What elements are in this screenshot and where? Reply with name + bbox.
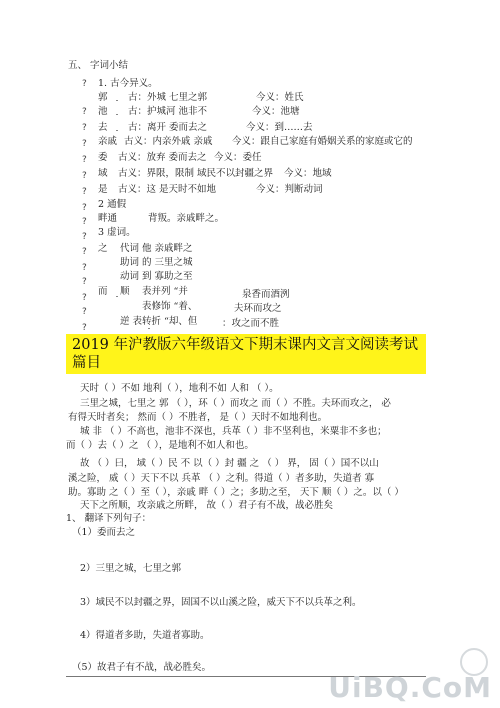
row-modern: 今义：判断动词 [256,184,323,195]
row-modern: 今义：地域 [284,168,332,179]
row-ancient: 古：外城 七里之郭 [128,92,208,103]
xuci-zhi-line: 助词 的 三里之城 [120,257,193,268]
translate-item: 3）域民不以封疆之界，固国不以山溪之险，威天下不以兵革之利。 [80,597,362,608]
exam-title-line1: 2019 年沪教版六年级语文下期末课内文言文阅读考试 [72,337,419,353]
tongjia-meaning: 背叛。亲戚畔之。 [148,213,225,224]
row-char: 亲戚 [98,136,118,147]
xuci-er-prefix: 顺 [120,286,130,297]
translate-item: （1）委而去之 [72,527,136,538]
xuci-er-char: 而 [98,286,108,297]
translate-heading: 1、 翻译下列句子： [66,513,152,524]
row-modern: 今义：姓氏 [256,92,304,103]
row-char: 池 [98,106,108,117]
bullet: ? [82,79,87,89]
row-char: 郭 [98,92,108,103]
row-char: 域 [98,168,108,179]
bullet: ? [82,232,87,242]
bullet: ? [82,155,87,165]
bullet: ? [82,171,87,181]
cloze-line: 天下之所顺，攻亲戚之所畔， 故（ ）君子有不战，战必胜矣 [80,500,334,511]
row-modern: 今义：池塘 [252,106,300,117]
bullet: ? [82,107,87,117]
xuci-zhi-char: 之 [98,243,108,254]
cloze-line: 故 （ ）曰， 域（ ）民 不 以（ ）封 疆 之 （ ） 界， 固（ ）国不以山 [80,458,379,469]
xuci-er-line: 表并列 “并 [142,286,188,297]
translate-item: 4）得道者多助，失道者寡助。 [80,630,210,641]
row-char: 是 [98,184,108,195]
translate-item: （5）故君子有不战，战必胜矣。 [72,662,212,673]
tongjia-word: 畔通 [98,213,118,224]
row-ancient: 古义：放弃 委而去之 [118,152,207,163]
cloze-line: 有得天时者矣； 然而（ ）不胜者， 是（ ）天时不如地利也。 [68,412,328,423]
xuci-er-line: 逆 表转折 “却、但 [120,316,198,327]
bullet: ? [82,277,87,287]
translate-item: 2）三里之城，七里之郭 [80,563,182,574]
row-modern: 今义：委任 [214,152,262,163]
bullet: ? [82,139,87,149]
xuci-zhi-line: 代词 他 亲戚畔之 [120,243,193,254]
bullet: ? [82,123,87,133]
row-ancient: 古：离开 委而去之 [128,122,208,133]
xuci-zhi-line: 动词 到 寡助之至 [120,271,193,282]
row-ancient: 古：护城河 池非不 [128,106,208,117]
xuci-er-example: ：攻之而不胜 [222,318,280,329]
row-modern: 今义：跟自己家庭有婚姻关系的家庭或它的 [232,136,413,147]
bullet: ? [82,323,87,333]
watermark: UiBQ.CoM [328,671,492,704]
cloze-line: 三里之城，七里之 郭 （ ），环（ ）而攻之 而（ ）不胜。夫环而攻之， 必 [80,398,391,409]
bullet: ? [82,247,87,257]
bullet: ? [82,293,87,303]
xuci-er-example: 夫环而攻之 [234,303,282,314]
xuci-er-example: 泉香而酒洌 [242,289,290,300]
bullet: ? [82,187,87,197]
exam-title-banner [66,334,426,374]
item2-heading: 2 通假 [98,199,127,210]
cloze-line: 助。寡助 之（ ）至（ ），亲戚 畔（ ）之；多助之至， 天下 顺（ ）之。以（ ） [68,487,404,498]
exam-title-line2: 篇目 [72,355,101,371]
cloze-line: 天时（ ）不如 地利（ ），地利不如 人和 （ ）。 [80,383,279,394]
bullet: ? [82,217,87,227]
row-ancient: 古义：内亲外戚 亲戚 [124,136,213,147]
cloze-line: 溪之险， 威（ ）天下不以 兵革 （ ）之利。得道（ ）者多助，失道者 寡 [68,473,375,484]
section-title: 五、 字词小结 [68,60,129,71]
item1-heading: 1. 古今异义。 [98,78,158,89]
item3-heading: 3 虚词。 [98,227,136,238]
bullet: ? [82,203,87,213]
row-ancient: 古义：界限，限制 域民不以封疆之界 [118,168,274,179]
row-char: 委 [98,152,108,163]
row-char: 去 [98,122,108,133]
xuci-er-line: 表修饰 “着、 [142,301,198,312]
bullet: ? [82,263,87,273]
row-ancient: 古义：这 是天时不如地 [118,184,217,195]
bullet: ? [82,307,87,317]
cloze-line: 而（ ）去（ ）之 （ ），是地利不如人和也。 [66,440,254,451]
row-modern: 今义：到……去 [246,122,313,133]
cloze-line: 城 非 （ ）不高也，池非不深也，兵革（ ）非不坚利也，米粟非不多也； [80,426,387,437]
